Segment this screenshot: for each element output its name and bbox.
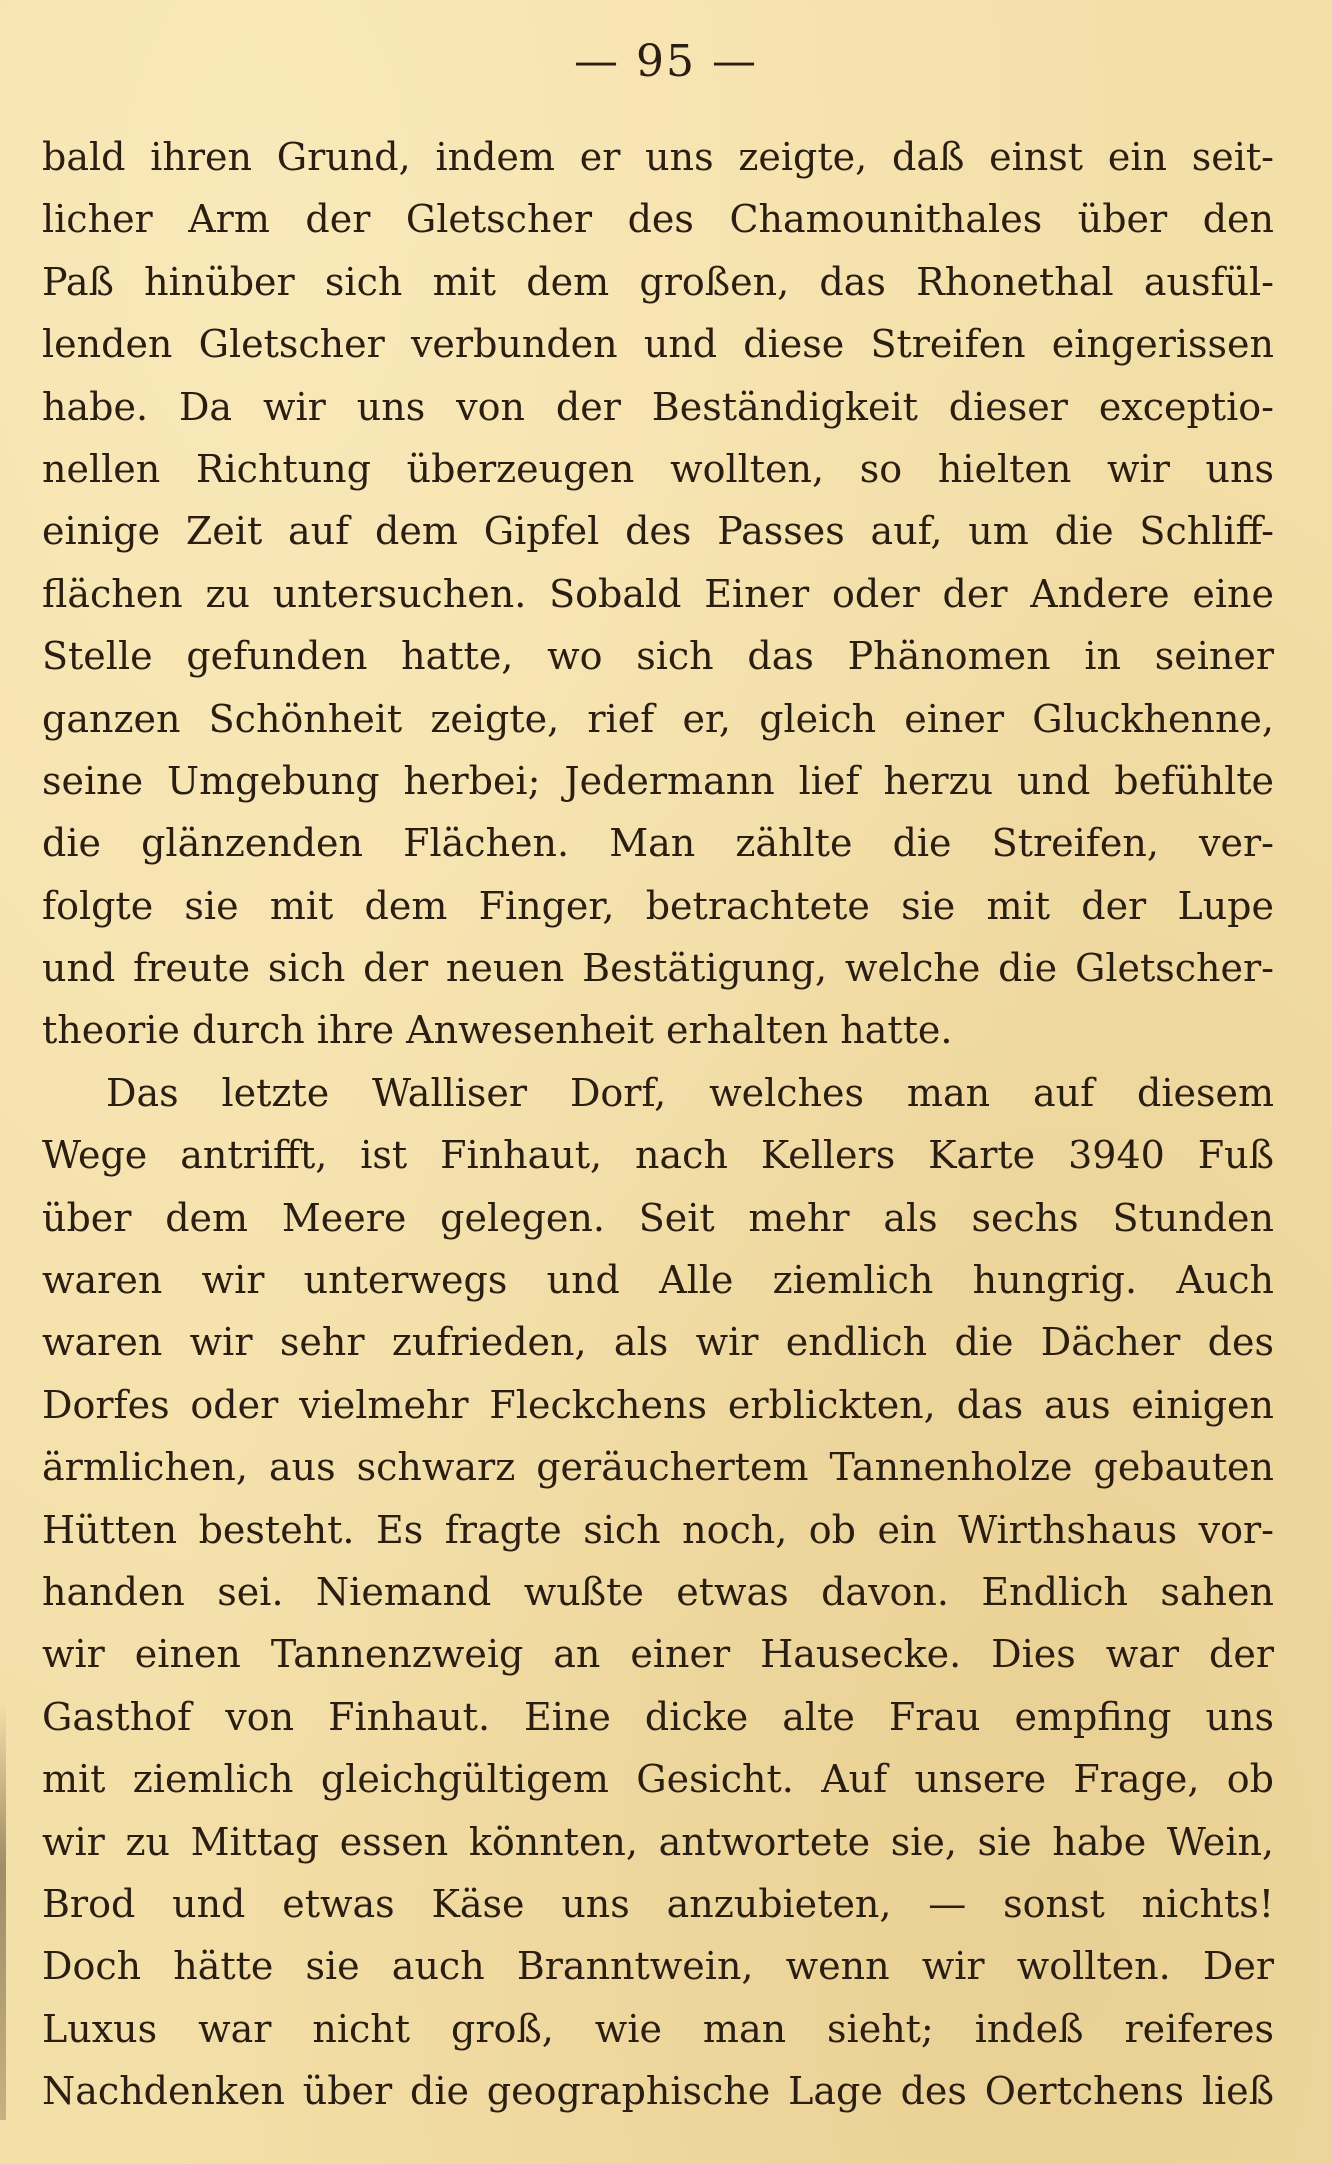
text-line: ganzen Schönheit zeigte, rief er, gleich einer Gluckhenne, [42, 696, 1274, 741]
text-line: waren wir unterwegs und Alle ziemlich hungrig. Auch [42, 1258, 1274, 1303]
text-line: mit ziemlich gleichgültigem Gesicht. Auf unsere Frage, ob [42, 1757, 1274, 1802]
text-line: theorie durch ihre Anwesenheit erhalten hatte. [42, 1008, 953, 1053]
text-line: Nachdenken über die geographische Lage des Oertchens ließ [42, 2069, 1274, 2114]
text-line: nellen Richtung überzeugen wollten, so hielten wir uns [42, 446, 1274, 491]
text-line: über dem Meere gelegen. Seit mehr als sechs Stunden [42, 1195, 1274, 1240]
text-line: ärmlichen, aus schwarz geräuchertem Tannenholze gebauten [42, 1445, 1274, 1490]
text-line: folgte sie mit dem Finger, betrachtete sie mit der Lupe [42, 883, 1274, 928]
text-line: Brod und etwas Käse uns anzubieten, — sonst nichts! [42, 1881, 1274, 1926]
text-line: Wege antrifft, ist Finhaut, nach Kellers Karte 3940 Fuß [42, 1133, 1274, 1178]
text-line: und freute sich der neuen Bestätigung, welche die Gletscher- [42, 946, 1274, 991]
text-line: habe. Da wir uns von der Beständigkeit dieser exceptio- [42, 384, 1274, 429]
paragraph-2 [42, 1062, 1274, 2123]
text-line: licher Arm der Gletscher des Chamounithales über den [42, 197, 1274, 242]
text-line: seine Umgebung herbei; Jedermann lief herzu und befühlte [42, 758, 1274, 803]
text-line: handen sei. Niemand wußte etwas davon. Endlich sahen [42, 1569, 1274, 1614]
text-line: Hütten besteht. Es fragte sich noch, ob ein Wirthshaus vor- [42, 1507, 1274, 1552]
text-line: die glänzenden Flächen. Man zählte die Streifen, ver- [42, 821, 1274, 866]
text-line: bald ihren Grund, indem er uns zeigte, daß einst ein seit- [42, 135, 1274, 179]
text-line: einige Zeit auf dem Gipfel des Passes auf, um die Schliff- [42, 509, 1274, 554]
text-line: Stelle gefunden hatte, wo sich das Phänomen in seiner [42, 634, 1274, 679]
text-line: wir einen Tannenzweig an einer Hausecke. Dies war der [42, 1632, 1274, 1677]
text-line: waren wir sehr zufrieden, als wir endlich die Dächer des [42, 1320, 1274, 1365]
paragraph-1 [42, 126, 1274, 1062]
text-line: Doch hätte sie auch Branntwein, wenn wir wollten. Der [42, 1944, 1274, 1989]
text-line: wir zu Mittag essen könnten, antwortete sie, sie habe Wein, [42, 1819, 1274, 1864]
text-line: flächen zu untersuchen. Sobald Einer oder der Andere eine [42, 571, 1274, 616]
text-body [42, 126, 1274, 2123]
text-line: Gasthof von Finhaut. Eine dicke alte Frau empfing uns [42, 1694, 1274, 1739]
page-number: — 95 — [574, 36, 758, 87]
text-line: Luxus war nicht groß, wie man sieht; indeß reiferes [42, 2006, 1274, 2051]
text-line: Das letzte Walliser Dorf, welches man auf diesem [106, 1070, 1274, 1115]
text-line: lenden Gletscher verbunden und diese Streifen eingerissen [42, 322, 1274, 367]
text-line: Dorfes oder vielmehr Fleckchens erblickten, das aus einigen [42, 1382, 1274, 1427]
binding-edge-shadow [0, 1700, 6, 2120]
text-line: Paß hinüber sich mit dem großen, das Rhonethal ausfül- [42, 259, 1274, 304]
